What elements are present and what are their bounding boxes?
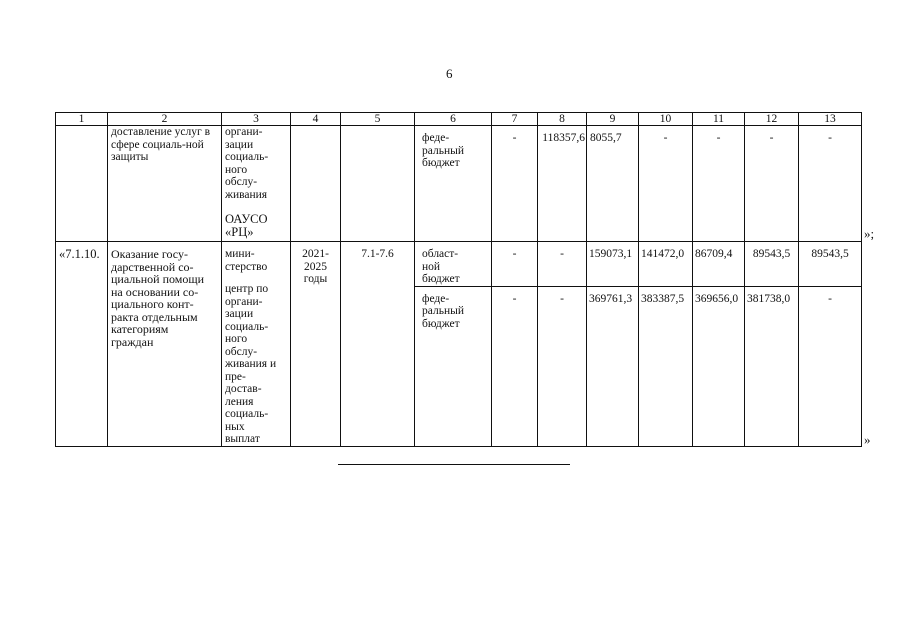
header-cell: 2 <box>108 113 222 126</box>
cell-value-13: 89543,5 <box>799 242 862 287</box>
cell-number <box>56 126 108 242</box>
table-row-main <box>56 242 862 287</box>
cell-indicators <box>341 126 415 242</box>
header-cell: 1 <box>56 113 108 126</box>
cell-executor <box>222 242 291 447</box>
executor-primary: органи-зации социаль-ного обслу-живания <box>225 126 269 201</box>
cell-value-12: 381738,0 <box>745 286 799 446</box>
header-row <box>56 113 862 126</box>
header-cell: 9 <box>587 113 639 126</box>
header-cell: 13 <box>799 113 862 126</box>
source-label: феде-ральный бюджет <box>422 132 464 169</box>
budget-table <box>55 112 862 447</box>
header-cell: 10 <box>639 113 693 126</box>
cell-value-8: 118357,6 <box>538 126 587 242</box>
header-cell: 5 <box>341 113 415 126</box>
cell-value-13: - <box>799 126 862 242</box>
spacer <box>225 273 287 283</box>
footer-divider <box>338 464 570 465</box>
cell-value-11: 86709,4 <box>693 242 745 287</box>
cell-value-12: - <box>745 126 799 242</box>
page-number: 6 <box>446 66 453 81</box>
cell-value-8: - <box>538 242 587 287</box>
cell-value-9: 159073,1 <box>587 242 639 287</box>
source-label: феде-ральный бюджет <box>422 292 464 330</box>
cell-measure: доставление услуг в сфере социаль-ной защиты <box>108 126 222 242</box>
executor-primary: мини-стерство <box>225 248 268 273</box>
source-label: област-ной бюджет <box>422 248 460 285</box>
cell-value-11: - <box>693 126 745 242</box>
cell-value-12: 89543,5 <box>745 242 799 287</box>
cell-period <box>291 242 341 447</box>
header-cell: 6 <box>415 113 492 126</box>
cell-indicators: 7.1-7.6 <box>341 242 415 447</box>
measure-text: Оказание госу-дарственной со-циальной помощи на основании со-циального конт-ракта отдельным категориям граждан <box>111 247 205 349</box>
table-row-continuation <box>56 126 862 242</box>
cell-value-7: - <box>492 286 538 446</box>
header-cell: 11 <box>693 113 745 126</box>
cell-executor <box>222 126 291 242</box>
cell-period <box>291 126 341 242</box>
cell-value-10: - <box>639 126 693 242</box>
cell-measure <box>108 242 222 447</box>
closing-quote: » <box>864 432 871 447</box>
header-cell: 3 <box>222 113 291 126</box>
cell-value-11: 369656,0 <box>693 286 745 446</box>
header-cell: 12 <box>745 113 799 126</box>
header-cell: 4 <box>291 113 341 126</box>
header-cell: 8 <box>538 113 587 126</box>
cell-value-13: - <box>799 286 862 446</box>
cell-value-10: 141472,0 <box>639 242 693 287</box>
period-text: 2021-2025 годы <box>302 248 329 285</box>
cell-source <box>415 286 492 446</box>
cell-source <box>415 126 492 242</box>
cell-value-8: - <box>538 286 587 446</box>
cell-source <box>415 242 492 287</box>
header-cell: 7 <box>492 113 538 126</box>
cell-value-9: 369761,3 <box>587 286 639 446</box>
executor-secondary: ОАУСО «РЦ» <box>225 212 268 239</box>
executor-secondary: центр по органи-зации социаль-ного обслу-живания и пре-достав-ления социаль-ных выплат <box>225 283 277 445</box>
cell-value-7: - <box>492 126 538 242</box>
cell-number: «7.1.10. <box>56 242 108 447</box>
closing-quote-semicolon: »; <box>864 226 875 241</box>
cell-value-10: 383387,5 <box>639 286 693 446</box>
cell-value-7: - <box>492 242 538 287</box>
cell-value-9: 8055,7 <box>587 126 639 242</box>
